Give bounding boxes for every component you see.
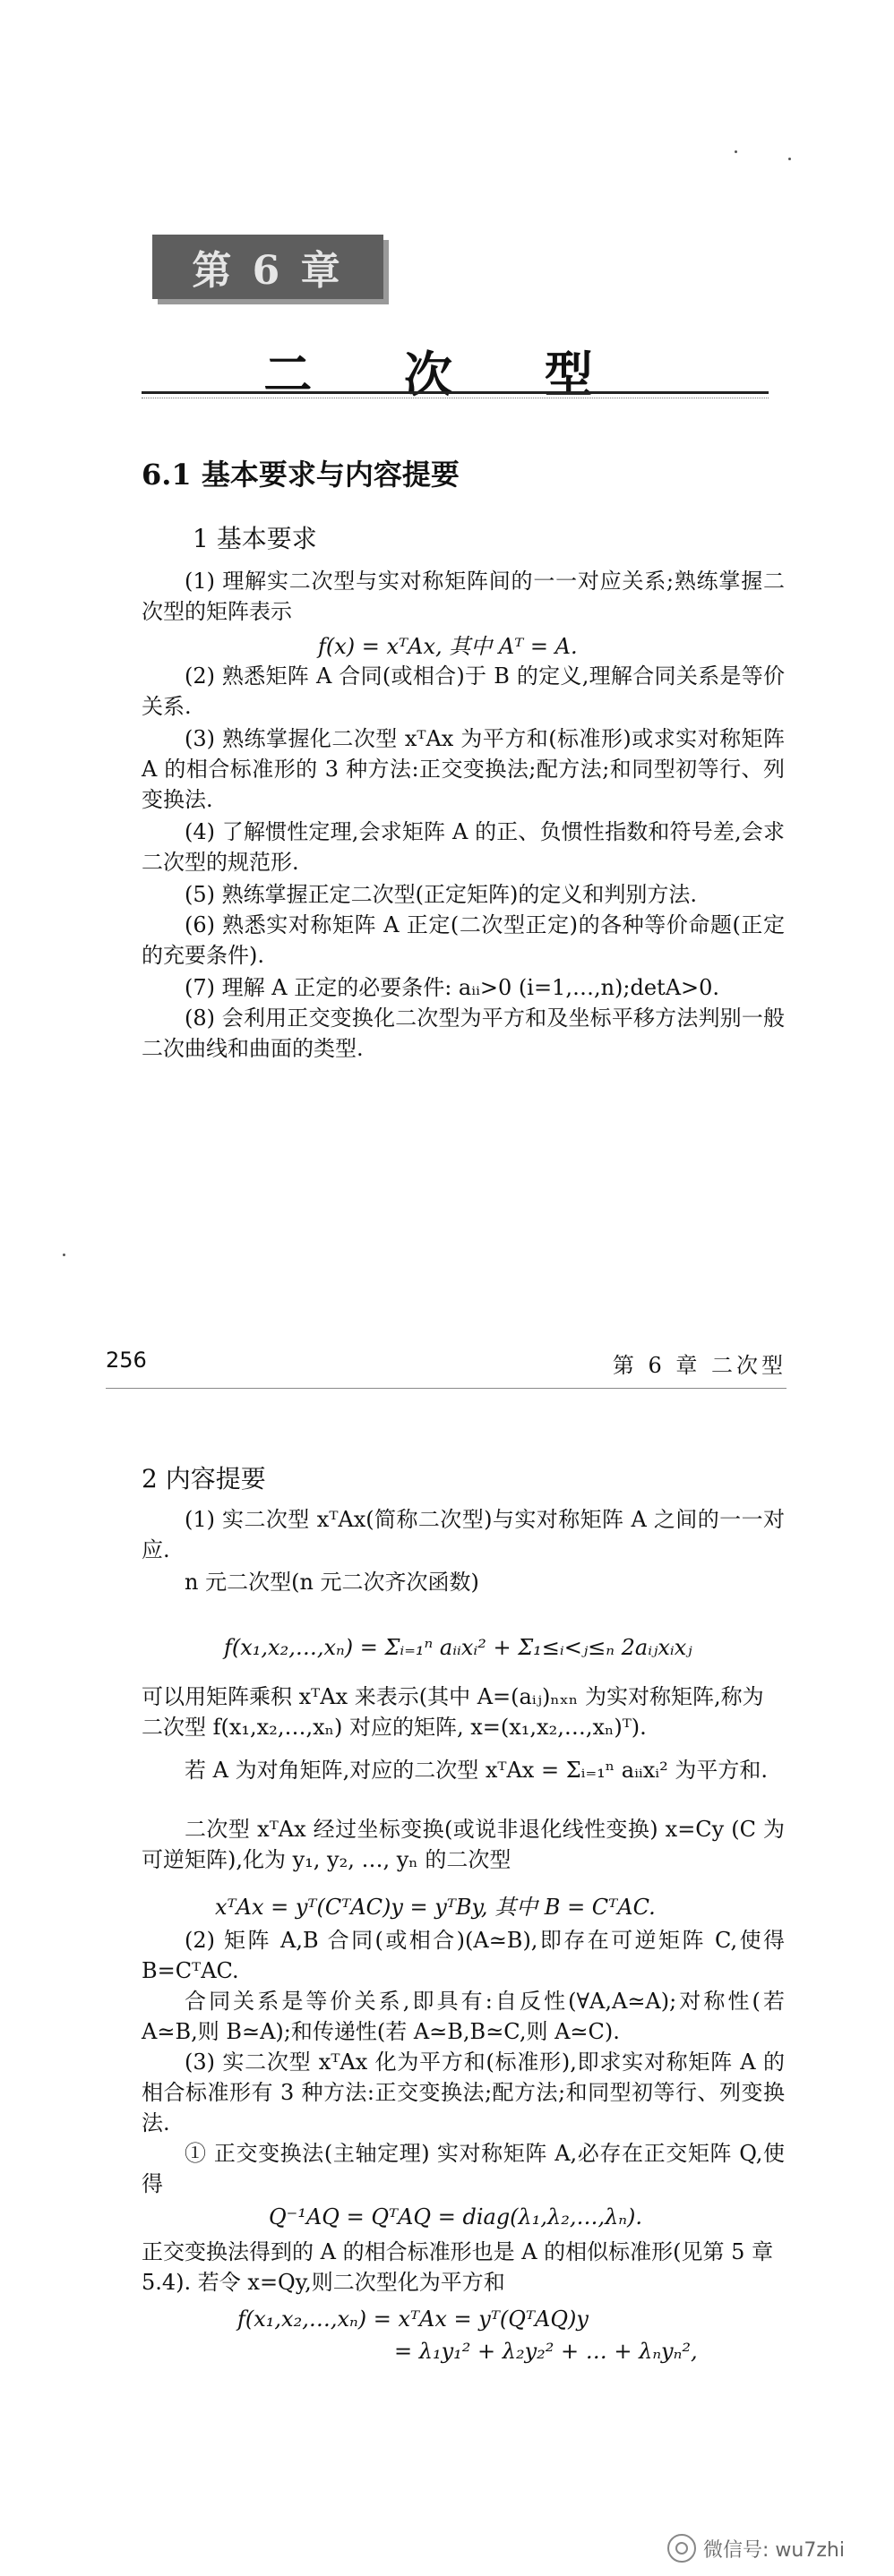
formula-orthogonal-diag: Q⁻¹AQ = QᵀAQ = diag(λ₁,λ₂,…,λₙ). [269, 2204, 643, 2229]
content-p1: (1) 实二次型 xᵀAx(简称二次型)与实对称矩阵 A 之间的一一对应. [142, 1507, 785, 1562]
page-number: 256 [106, 1348, 147, 1373]
requirement-8: (8) 会利用正交变换化二次型为平方和及坐标平移方法判别一般二次曲线和曲面的类型. [142, 1006, 785, 1061]
formula-quadratic-form: f(x) = xᵀAx, 其中 Aᵀ = A. [318, 634, 578, 659]
chapter-label: 第 6 章 [152, 235, 383, 299]
content-p2: n 元二次型(n 元二次齐次函数) [185, 1570, 479, 1595]
scan-speck [63, 1254, 65, 1256]
page-256 [0, 1370, 894, 2576]
section-title: 6.1 基本要求与内容提要 [142, 458, 460, 492]
content-p7: 合同关系是等价关系,即具有:自反性(∀A,A≃A);对称性(若 A≃B,则 B≃A);和传递性(若 A≃B,B≃C,则 A≃C). [142, 1989, 785, 2044]
formula-principal-axes-2: = λ₁y₁² + λ₂y₂² + … + λₙyₙ², [394, 2339, 698, 2364]
requirement-4: (4) 了解惯性定理,会求矩阵 A 的正、负惯性指数和符号差,会求二次型的规范形. [142, 819, 785, 875]
content-p5: 二次型 xᵀAx 经过坐标变换(或说非退化线性变换) x=Cy (C 为可逆矩阵),化为 y₁, y₂, …, yₙ 的二次型 [142, 1817, 785, 1872]
scan-speck [735, 150, 737, 153]
content-p10: 正交变换法得到的 A 的相合标准形也是 A 的相似标准形(见第 5 章 5.4). 若令 x=Qy,则二次型化为平方和 [142, 2239, 774, 2295]
requirement-6: (6) 熟悉实对称矩阵 A 正定(二次型正定)的各种等价命题(正定的充要条件). [142, 912, 785, 968]
requirement-7: (7) 理解 A 正定的必要条件: aᵢᵢ>0 (i=1,…,n);detA>0. [185, 975, 720, 1000]
content-p3: 可以用矩阵乘积 xᵀAx 来表示(其中 A=(aᵢⱼ)ₙₓₙ 为实对称矩阵,称为二次型 f(x₁,x₂,…,xₙ) 对应的矩阵, x=(x₁,x₂,…,xₙ)ᵀ). [142, 1684, 764, 1740]
formula-n-variable: f(x₁,x₂,…,xₙ) = Σᵢ₌₁ⁿ aᵢᵢxᵢ² + Σ₁≤ᵢ<ⱼ≤ₙ 2aᵢⱼxᵢxⱼ [224, 1635, 692, 1660]
running-head: 第 6 章 二次型 [612, 1353, 787, 1378]
subsection-title: 2 内容提要 [142, 1464, 266, 1493]
requirement-2: (2) 熟悉矩阵 A 合同(或相合)于 B 的定义,理解合同关系是等价关系. [142, 663, 785, 719]
wechat-icon [667, 2534, 696, 2563]
title-rule [142, 391, 769, 394]
content-p8: (3) 实二次型 xᵀAx 化为平方和(标准形),即求实对称矩阵 A 的相合标准形有 3 种方法:正交变换法;配方法;和同型初等行、列变换法. [142, 2050, 785, 2135]
content-p9: ① 正交变换法(主轴定理) 实对称矩阵 A,必存在正交矩阵 Q,使得 [142, 2141, 785, 2196]
scan-speck [788, 158, 791, 160]
formula-principal-axes-1: f(x₁,x₂,…,xₙ) = xᵀAx = yᵀ(QᵀAQ)y [237, 2306, 589, 2332]
subsection-title: 1 基本要求 [193, 524, 317, 553]
formula-change-of-variables: xᵀAx = yᵀ(CᵀAC)y = yᵀBy, 其中 B = CᵀAC. [215, 1895, 656, 1920]
requirement-1: (1) 理解实二次型与实对称矩阵间的一一对应关系;熟练掌握二次型的矩阵表示 [142, 569, 785, 624]
watermark [667, 2534, 845, 2563]
watermark-text: 微信号: wu7zhi [703, 2538, 845, 2562]
requirement-5: (5) 熟练掌握正定二次型(正定矩阵)的定义和判别方法. [185, 882, 697, 907]
content-p4: 若 A 为对角矩阵,对应的二次型 xᵀAx = Σᵢ₌₁ⁿ aᵢᵢxᵢ² 为平方和. [185, 1758, 768, 1783]
content-p6: (2) 矩阵 A,B 合同(或相合)(A≃B),即存在可逆矩阵 C,使得 B=CᵀAC. [142, 1928, 785, 1983]
chapter-title: 二 次 型 [263, 346, 631, 403]
requirement-3: (3) 熟练掌握化二次型 xᵀAx 为平方和(标准形)或求实对称矩阵 A 的相合标准形的 3 种方法:正交变换法;配方法;和同型初等行、列变换法. [142, 726, 785, 812]
